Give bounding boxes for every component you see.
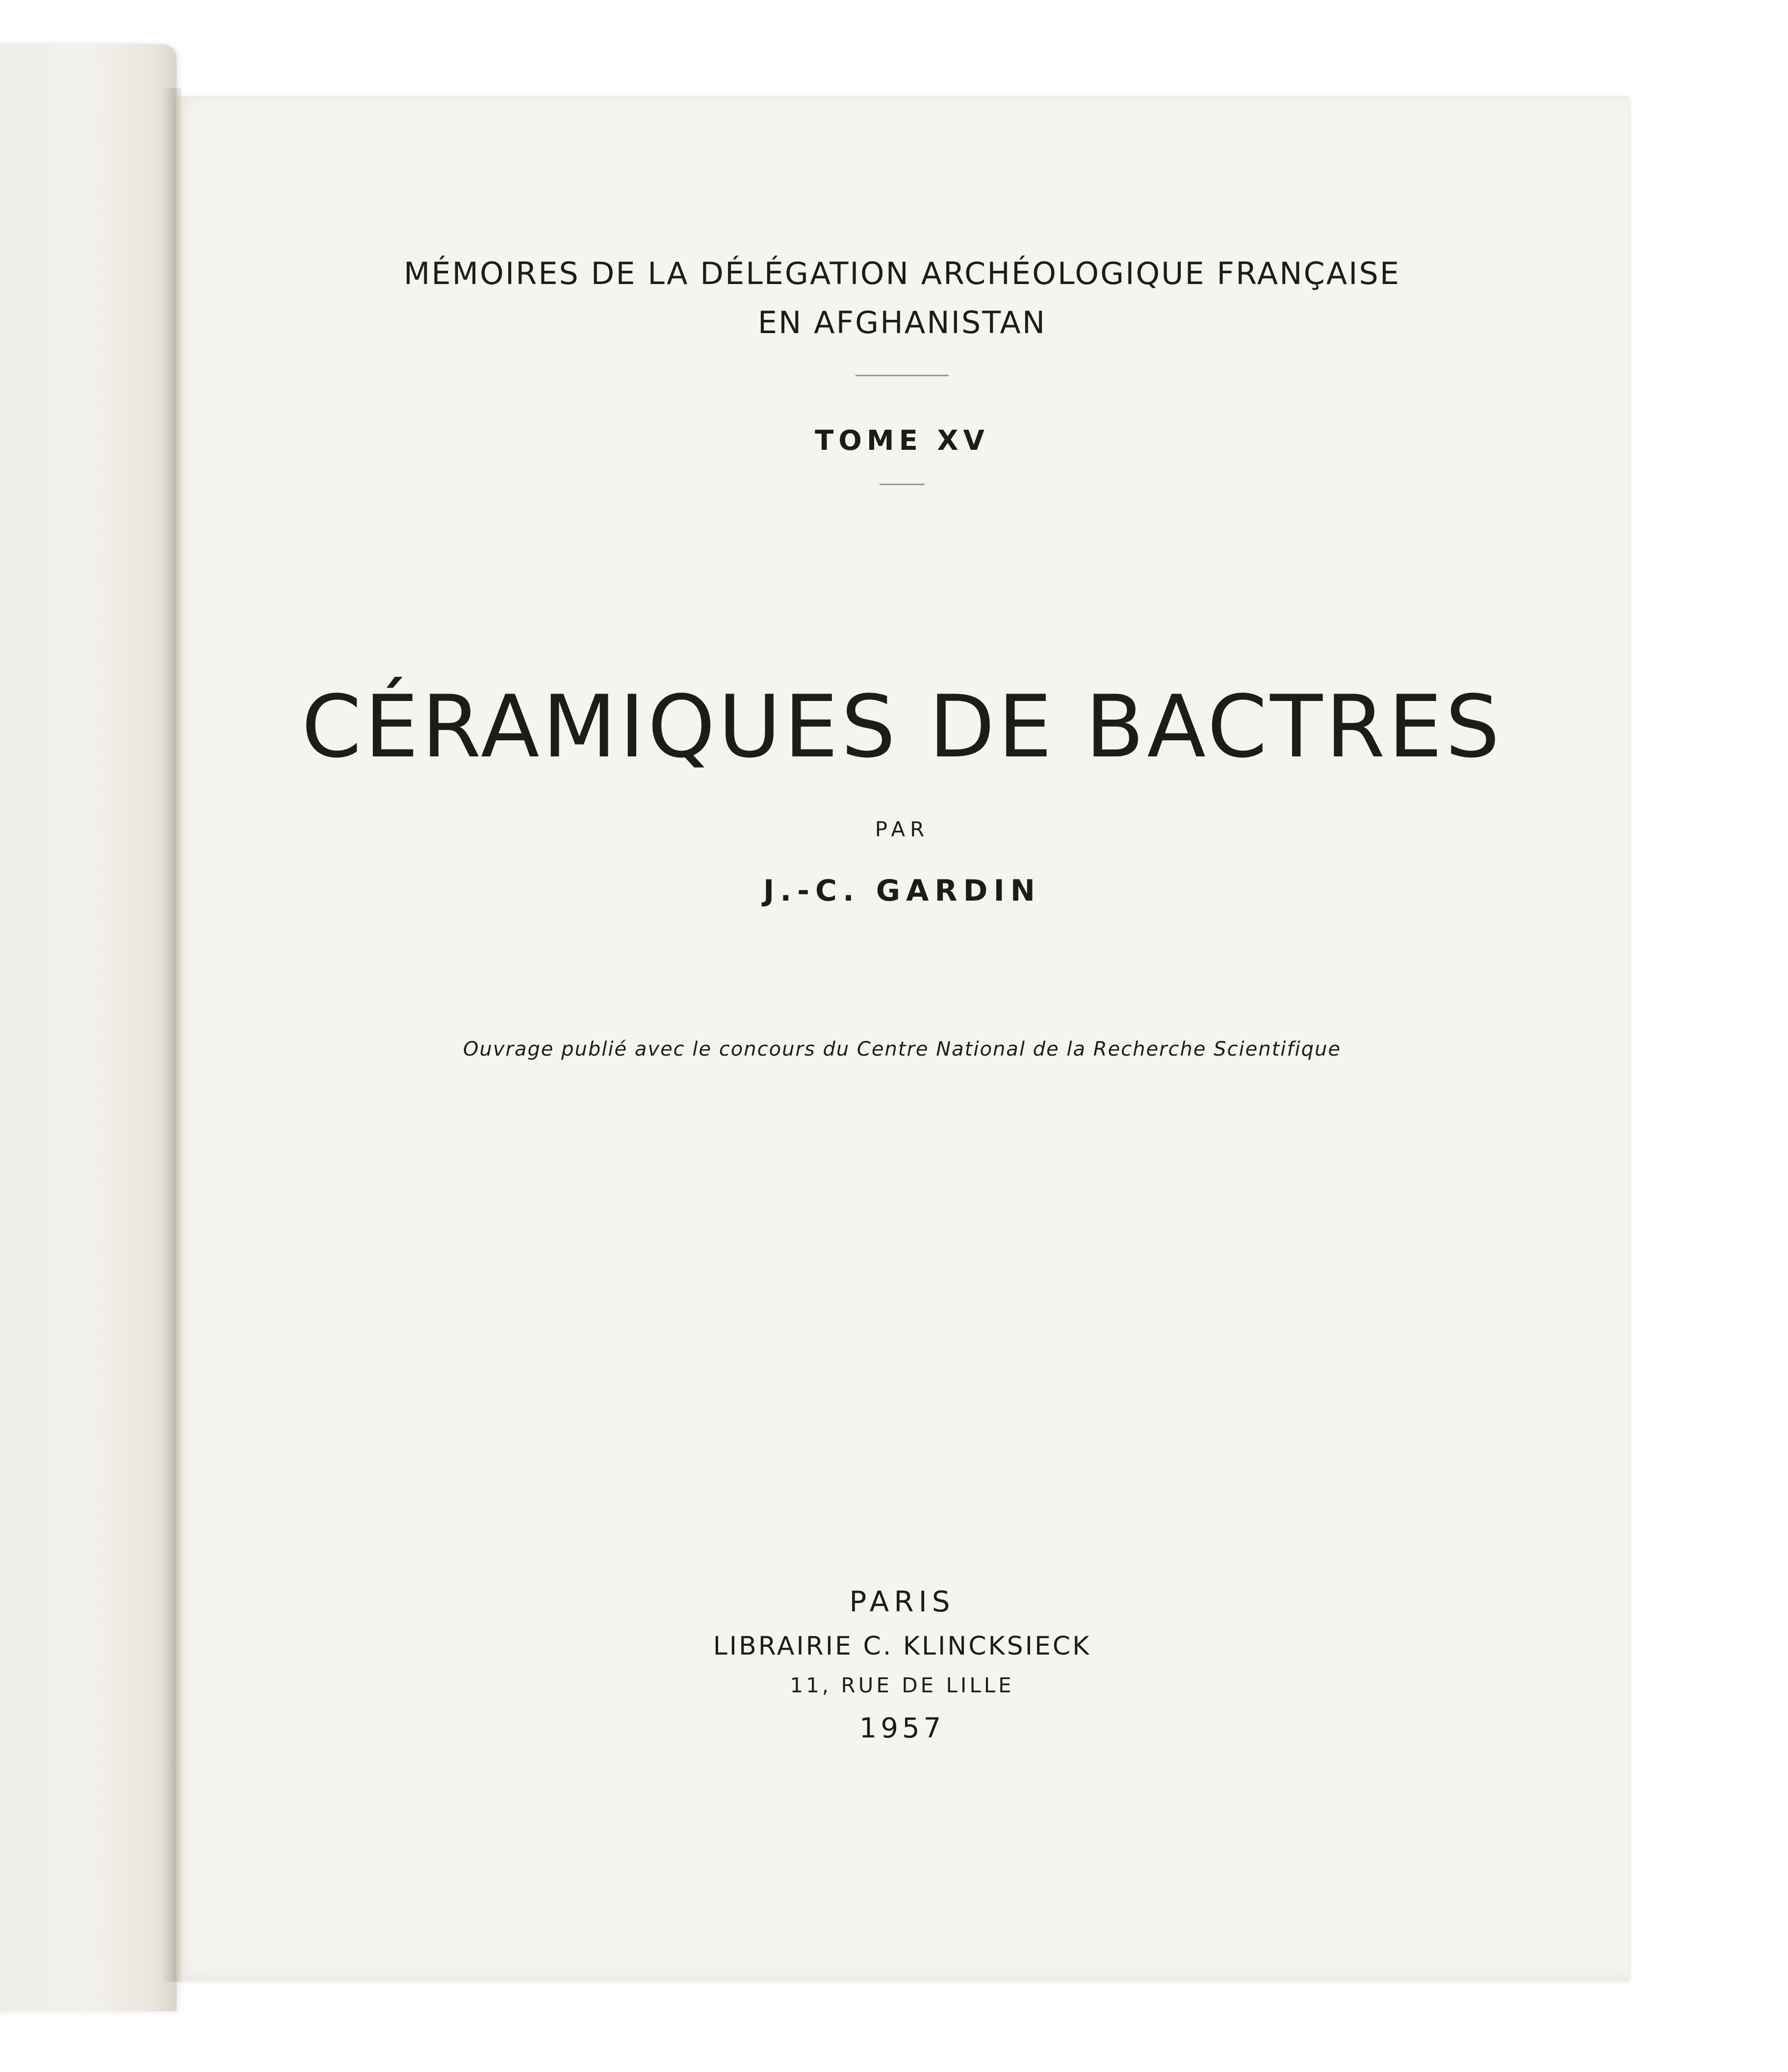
author-name: J.-C. GARDIN — [763, 874, 1041, 908]
title-page — [176, 96, 1629, 1980]
volume-number: TOME XV — [815, 425, 989, 457]
imprint-address: 11, RUE DE LILLE — [790, 1673, 1014, 1697]
short-divider-rule — [880, 484, 925, 485]
by-label: PAR — [875, 817, 930, 841]
publication-notice: Ouvrage publié avec le concours du Centre National de la Recherche Scientifique — [463, 1038, 1341, 1061]
book-title: CÉRAMIQUES DE BACTRES — [301, 677, 1503, 777]
imprint-publisher: LIBRAIRIE C. KLINCKSIECK — [713, 1632, 1091, 1661]
series-title-line-2: EN AFGHANISTAN — [757, 305, 1047, 340]
imprint-city: PARIS — [849, 1585, 955, 1618]
left-page — [0, 44, 177, 2011]
series-title-line-1: MÉMOIRES DE LA DÉLÉGATION ARCHÉOLOGIQUE FRANÇAISE — [404, 256, 1400, 291]
imprint-year: 1957 — [859, 1712, 945, 1744]
divider-rule — [855, 375, 949, 376]
